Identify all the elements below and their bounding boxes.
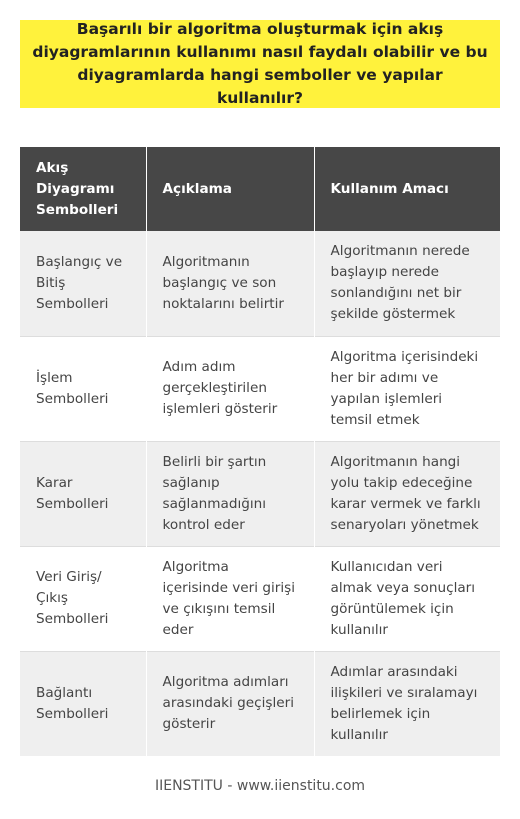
cell-symbol: Veri Giriş/ Çıkış Sembolleri (20, 546, 146, 651)
symbols-table (20, 147, 500, 756)
cell-description: Adım adım gerçekleştirilen işlemleri gösterir (146, 336, 314, 441)
page-title: Başarılı bir algoritma oluşturmak için akış diyagramlarının kullanımı nasıl faydalı olabilir ve bu diyagramlarda hangi semboller ve yapılar kullanılır? (32, 20, 488, 107)
cell-description: Belirli bir şartın sağlanıp sağlanmadığını kontrol eder (146, 441, 314, 546)
footer-credit: IIENSTITU - www.iienstitu.com (154, 778, 366, 794)
cell-description: Algoritma adımları arasındaki geçişleri gösterir (146, 651, 314, 756)
table-row (20, 231, 500, 336)
cell-purpose: Algoritmanın hangi yolu takip edeceğine karar vermek ve farklı senaryoları yönetmek (314, 441, 500, 546)
cell-purpose: Adımlar arasındaki ilişkileri ve sıralamayı belirlemek için kullanılır (314, 651, 500, 756)
header-symbols: Akış Diyagramı Sembolleri (20, 147, 146, 231)
table-row (20, 441, 500, 546)
cell-purpose: Algoritma içerisindeki her bir adımı ve yapılan işlemleri temsil etmek (314, 336, 500, 441)
table-row (20, 546, 500, 651)
table-row (20, 651, 500, 756)
cell-symbol: İşlem Sembolleri (20, 336, 146, 441)
table-row (20, 336, 500, 441)
table-header-row (20, 147, 500, 231)
cell-symbol: Karar Sembolleri (20, 441, 146, 546)
cell-description: Algoritma içerisinde veri girişi ve çıkışını temsil eder (146, 546, 314, 651)
cell-symbol: Bağlantı Sembolleri (20, 651, 146, 756)
cell-symbol: Başlangıç ve Bitiş Sembolleri (20, 231, 146, 336)
cell-description: Algoritmanın başlangıç ve son noktalarını belirtir (146, 231, 314, 336)
header-purpose: Kullanım Amacı (314, 147, 500, 231)
cell-purpose: Kullanıcıdan veri almak veya sonuçları görüntülemek için kullanılır (314, 546, 500, 651)
title-banner (20, 20, 500, 108)
cell-purpose: Algoritmanın nerede başlayıp nerede sonlandığını net bir şekilde göstermek (314, 231, 500, 336)
header-description: Açıklama (146, 147, 314, 231)
